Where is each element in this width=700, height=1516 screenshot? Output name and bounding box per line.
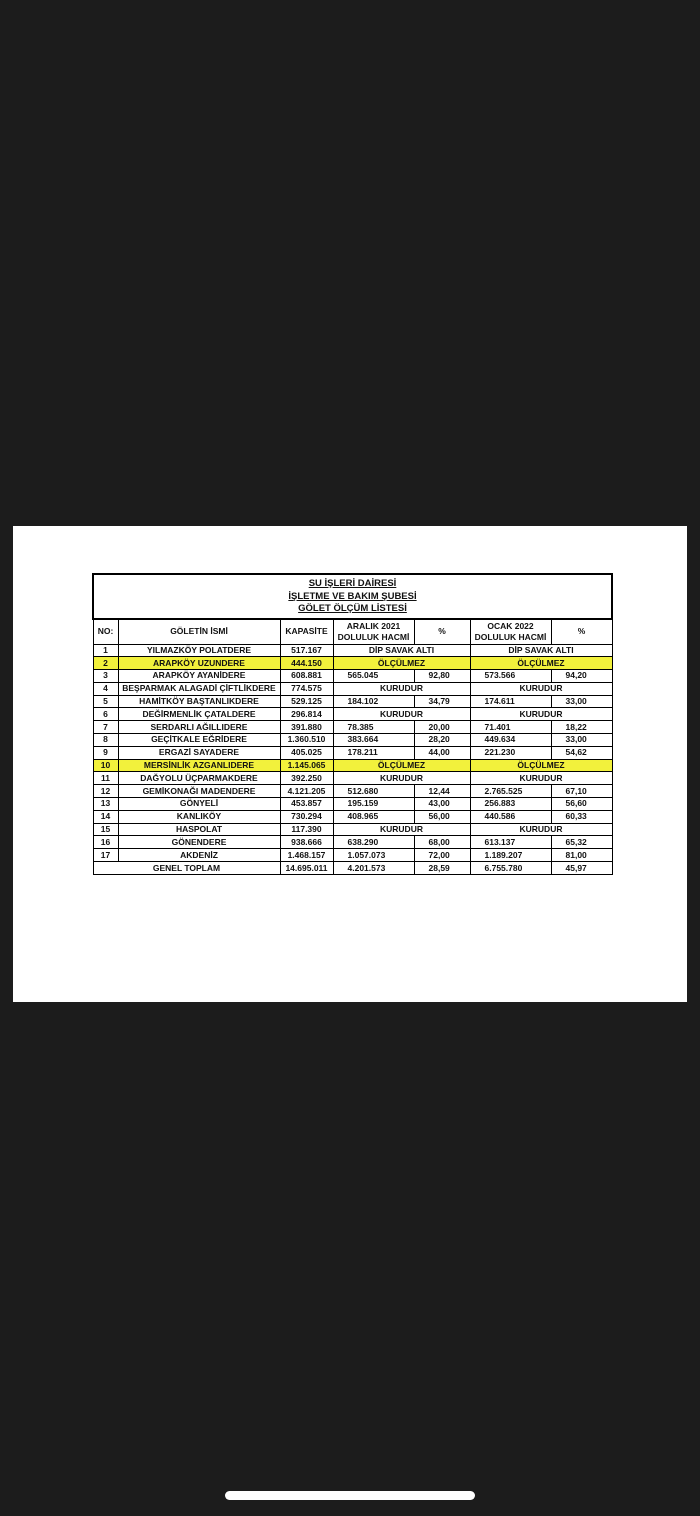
total-pct-period1: 28,59 [414, 862, 470, 875]
header-capacity: KAPASİTE [280, 619, 333, 645]
row-pct-period2: 67,10 [551, 785, 612, 798]
row-pct-period1: 12,44 [414, 785, 470, 798]
row-pct-period1: 43,00 [414, 798, 470, 811]
row-pct-period2: 33,00 [551, 695, 612, 708]
table-row [93, 708, 612, 721]
table-row [93, 734, 612, 747]
table-row [93, 810, 612, 823]
row-pct-period2: 54,62 [551, 746, 612, 759]
row-status-period2: KURUDUR [470, 682, 612, 695]
table-row [93, 695, 612, 708]
row-pct-period1: 92,80 [414, 670, 470, 683]
row-capacity: 453.857 [280, 798, 333, 811]
table-row [93, 670, 612, 683]
header-period1-month: ARALIK 2021 [346, 620, 401, 631]
row-no: 6 [93, 708, 118, 721]
row-pct-period2: 18,22 [551, 721, 612, 734]
row-pct-period2: 81,00 [551, 849, 612, 862]
row-status-period2: ÖLÇÜLMEZ [470, 759, 612, 772]
row-volume-period2: 2.765.525 [470, 785, 551, 798]
row-no: 1 [93, 644, 118, 657]
row-pct-period1: 72,00 [414, 849, 470, 862]
table-row [93, 785, 612, 798]
row-capacity: 529.125 [280, 695, 333, 708]
table-row [93, 823, 612, 836]
title-line-2: İŞLETME VE BAKIM ŞUBESİ [288, 590, 417, 602]
row-status-period1: KURUDUR [333, 772, 470, 785]
header-period2-label: DOLULUK HACMİ [474, 631, 547, 642]
row-no: 15 [93, 823, 118, 836]
row-volume-period1: 408.965 [333, 810, 414, 823]
row-status-period2: DİP SAVAK ALTI [470, 644, 612, 657]
row-pct-period1: 68,00 [414, 836, 470, 849]
row-status-period1: ÖLÇÜLMEZ [333, 657, 470, 670]
row-capacity: 1.360.510 [280, 734, 333, 747]
header-no: NO: [93, 619, 118, 645]
row-no: 9 [93, 746, 118, 759]
row-volume-period2: 1.189.207 [470, 849, 551, 862]
row-volume-period2: 613.137 [470, 836, 551, 849]
row-no: 2 [93, 657, 118, 670]
row-volume-period1: 565.045 [333, 670, 414, 683]
row-volume-period2: 221.230 [470, 746, 551, 759]
sheet-title [93, 574, 612, 619]
row-no: 5 [93, 695, 118, 708]
row-no: 11 [93, 772, 118, 785]
row-volume-period2: 71.401 [470, 721, 551, 734]
header-row [93, 619, 612, 645]
row-volume-period2: 256.883 [470, 798, 551, 811]
document-page [13, 526, 687, 1002]
title-line-1: SU İŞLERİ DAİRESİ [308, 578, 397, 589]
row-pct-period1: 28,20 [414, 734, 470, 747]
total-volume-period2: 6.755.780 [470, 862, 551, 875]
row-status-period1: KURUDUR [333, 682, 470, 695]
row-no: 7 [93, 721, 118, 734]
row-name: BEŞPARMAK ALAGADİ ÇİFTLİKDERE [118, 682, 280, 695]
total-volume-period1: 4.201.573 [333, 862, 414, 875]
row-pct-period2: 56,60 [551, 798, 612, 811]
row-pct-period2: 94,20 [551, 670, 612, 683]
row-capacity: 444.150 [280, 657, 333, 670]
row-name: DEĞİRMENLİK ÇATALDERE [118, 708, 280, 721]
row-volume-period2: 174.611 [470, 695, 551, 708]
row-name: ERGAZİ SAYADERE [118, 746, 280, 759]
row-capacity: 1.145.065 [280, 759, 333, 772]
row-volume-period1: 184.102 [333, 695, 414, 708]
row-capacity: 392.250 [280, 772, 333, 785]
title-row [93, 574, 612, 619]
total-capacity: 14.695.011 [280, 862, 333, 875]
row-capacity: 517.167 [280, 644, 333, 657]
row-status-period2: KURUDUR [470, 708, 612, 721]
table-row [93, 759, 612, 772]
row-name: ARAPKÖY AYANİDERE [118, 670, 280, 683]
row-name: GÖNYELİ [118, 798, 280, 811]
row-volume-period1: 1.057.073 [333, 849, 414, 862]
row-name: HASPOLAT [118, 823, 280, 836]
row-volume-period1: 195.159 [333, 798, 414, 811]
row-capacity: 4.121.205 [280, 785, 333, 798]
row-name: DAĞYOLU ÜÇPARMAKDERE [118, 772, 280, 785]
row-capacity: 608.881 [280, 670, 333, 683]
row-pct-period2: 33,00 [551, 734, 612, 747]
pond-measurement-sheet [92, 573, 611, 875]
header-period2-month: OCAK 2022 [487, 620, 534, 631]
total-label: GENEL TOPLAM [93, 862, 280, 875]
row-pct-period2: 65,32 [551, 836, 612, 849]
row-pct-period1: 44,00 [414, 746, 470, 759]
total-pct-period2: 45,97 [551, 862, 612, 875]
table-row [93, 836, 612, 849]
row-name: GEÇİTKALE EĞRİDERE [118, 734, 280, 747]
row-status-period1: KURUDUR [333, 823, 470, 836]
row-status-period1: DİP SAVAK ALTI [333, 644, 470, 657]
row-volume-period1: 512.680 [333, 785, 414, 798]
row-name: GÖNENDERE [118, 836, 280, 849]
row-status-period1: ÖLÇÜLMEZ [333, 759, 470, 772]
row-no: 10 [93, 759, 118, 772]
row-volume-period2: 573.566 [470, 670, 551, 683]
total-row [93, 862, 612, 875]
row-capacity: 296.814 [280, 708, 333, 721]
table-row [93, 644, 612, 657]
row-status-period2: ÖLÇÜLMEZ [470, 657, 612, 670]
row-capacity: 117.390 [280, 823, 333, 836]
row-no: 16 [93, 836, 118, 849]
row-name: YILMAZKÖY POLATDERE [118, 644, 280, 657]
header-period1 [333, 619, 414, 645]
row-no: 4 [93, 682, 118, 695]
row-name: ARAPKÖY UZUNDERE [118, 657, 280, 670]
row-status-period1: KURUDUR [333, 708, 470, 721]
header-name: GÖLETİN İSMİ [118, 619, 280, 645]
row-name: GEMİKONAĞI MADENDERE [118, 785, 280, 798]
row-no: 12 [93, 785, 118, 798]
row-status-period2: KURUDUR [470, 772, 612, 785]
table-row [93, 849, 612, 862]
title-line-3: GÖLET ÖLÇÜM LİSTESİ [298, 603, 407, 614]
pond-table [92, 573, 613, 875]
table-row [93, 746, 612, 759]
header-period2 [470, 619, 551, 645]
row-no: 17 [93, 849, 118, 862]
table-row [93, 721, 612, 734]
row-no: 14 [93, 810, 118, 823]
table-row [93, 798, 612, 811]
row-name: MERSİNLİK AZGANLIDERE [118, 759, 280, 772]
row-volume-period2: 449.634 [470, 734, 551, 747]
row-capacity: 774.575 [280, 682, 333, 695]
row-name: SERDARLI AĞILLIDERE [118, 721, 280, 734]
row-capacity: 938.666 [280, 836, 333, 849]
row-status-period2: KURUDUR [470, 823, 612, 836]
header-period2-pct: % [551, 619, 612, 645]
row-no: 3 [93, 670, 118, 683]
row-volume-period2: 440.586 [470, 810, 551, 823]
row-volume-period1: 78.385 [333, 721, 414, 734]
row-pct-period2: 60,33 [551, 810, 612, 823]
row-name: HAMİTKÖY BAŞTANLIKDERE [118, 695, 280, 708]
row-no: 8 [93, 734, 118, 747]
row-volume-period1: 178.211 [333, 746, 414, 759]
row-capacity: 391.880 [280, 721, 333, 734]
row-capacity: 1.468.157 [280, 849, 333, 862]
table-row [93, 772, 612, 785]
row-volume-period1: 638.290 [333, 836, 414, 849]
row-pct-period1: 34,79 [414, 695, 470, 708]
table-row [93, 657, 612, 670]
row-name: KANLIKÖY [118, 810, 280, 823]
row-capacity: 730.294 [280, 810, 333, 823]
row-no: 13 [93, 798, 118, 811]
row-pct-period1: 56,00 [414, 810, 470, 823]
row-pct-period1: 20,00 [414, 721, 470, 734]
table-row [93, 682, 612, 695]
header-period1-pct: % [414, 619, 470, 645]
row-capacity: 405.025 [280, 746, 333, 759]
row-name: AKDENİZ [118, 849, 280, 862]
home-indicator[interactable] [225, 1491, 475, 1500]
header-period1-label: DOLULUK HACMİ [337, 631, 410, 642]
row-volume-period1: 383.664 [333, 734, 414, 747]
